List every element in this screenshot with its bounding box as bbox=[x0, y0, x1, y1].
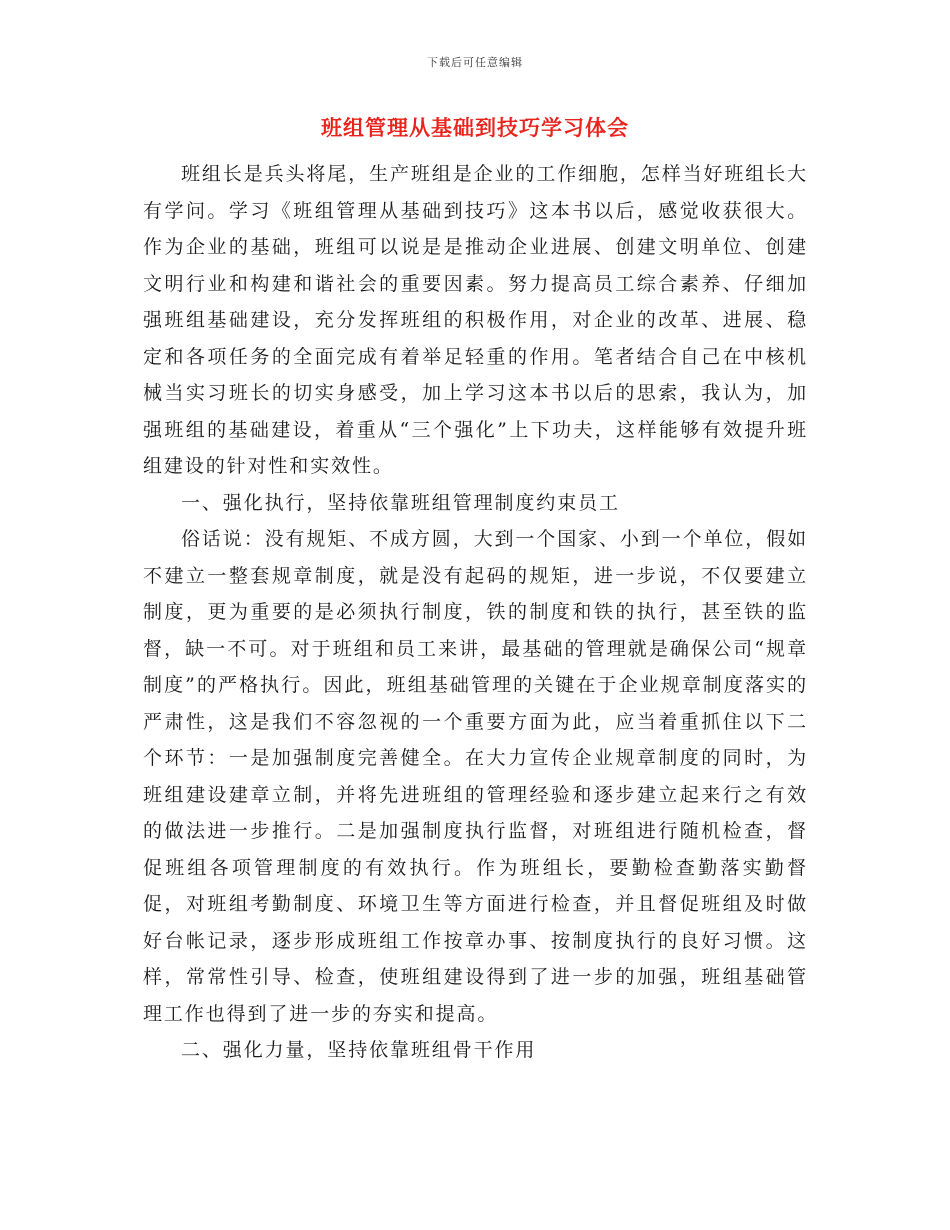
section-heading-1: 一、强化执行，坚持依靠班组管理制度约束员工 bbox=[181, 491, 620, 514]
document-body bbox=[143, 156, 808, 1069]
section-heading-2: 二、强化力量，坚持依靠班组骨干作用 bbox=[181, 1039, 537, 1061]
paragraph-intro: 班组长是兵头将尾，生产班组是企业的工作细胞，怎样当好班组长大有学问。学习《班组管理从基础到技巧》这本书以后，感觉收获很大。作为企业的基础，班组可以说是是推动企业进展、创建文明单位、创建文明行业和构建和谐社会的重要因素。努力提高员工综合素养、仔细加强班组基础建设，充分发挥班组的积极作用，对企业的改革、进展、稳定和各项任务的全面完成有着举足轻重的作用。笔者结合自己在中核机械当实习班长的切实身感受，加上学习这本书以后的思索，我认为，加强班组的基础建设，着重从“三个强化”上下功夫，这样能够有效提升班组建设的针对性和实效性。 bbox=[143, 163, 809, 477]
header-note: 下载后可任意编辑 bbox=[427, 56, 523, 69]
document-title: 班组管理从基础到技巧学习体会 bbox=[321, 115, 629, 140]
paragraph-section-1: 俗话说：没有规矩、不成方圆，大到一个国家、小到一个单位，假如不建立一整套规章制度，就是没有起码的规矩，进一步说，不仅要建立制度，更为重要的是必须执行制度，铁的制度和铁的执行，甚至铁的监督，缺一不可。对于班组和员工来讲，最基础的管理就是确保公司“规章制度”的严格执行。因此，班组基础管理的关键在于企业规章制度落实的严肃性，这是我们不容忽视的一个重要方面为此，应当着重抓住以下二个环节：一是加强制度完善健全。在大力宣传企业规章制度的同时，为班组建设建章立制，并将先进班组的管理经验和逐步建立起来行之有效的做法进一步推行。二是加强制度执行监督，对班组进行随机检查，督促班组各项管理制度的有效执行。作为班组长，要勤检查勤落实勤督促，对班组考勤制度、环境卫生等方面进行检查，并且督促班组及时做好台帐记录，逐步形成班组工作按章办事、按制度执行的良好习惯。这样，常常性引导、检查，使班组建设得到了进一步的加强，班组基础管理工作也得到了进一步的夯实和提高。 bbox=[143, 528, 809, 1025]
